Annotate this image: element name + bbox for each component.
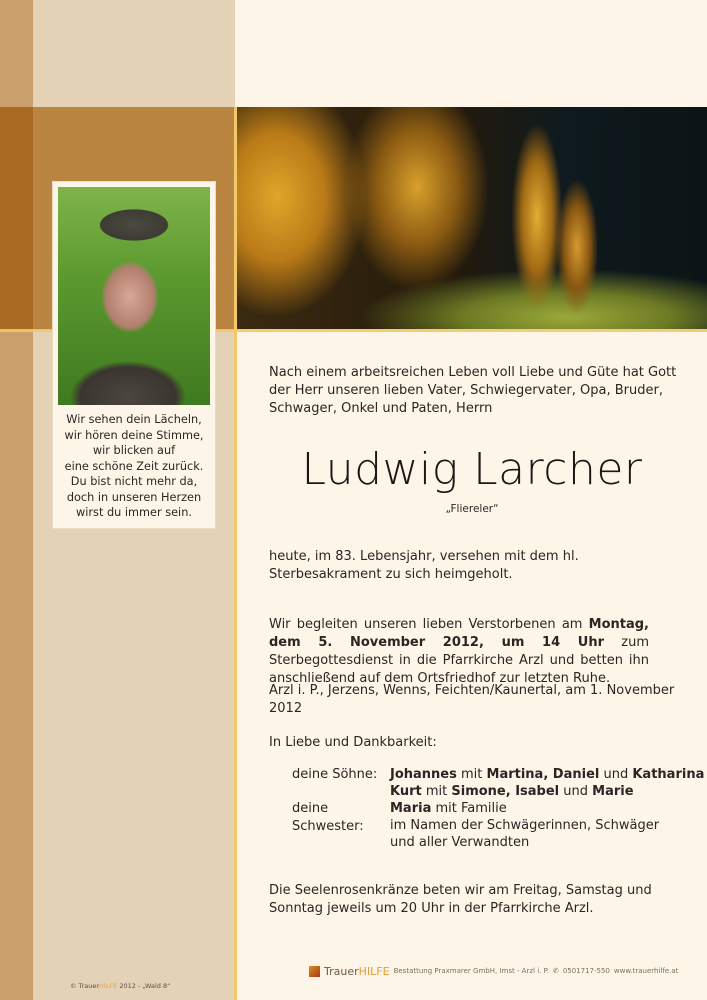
sister-label: deine Schwester:: [292, 801, 364, 834]
deceased-name: Ludwig Larcher: [301, 444, 643, 495]
connector: und: [559, 784, 593, 799]
connector: mit: [456, 767, 487, 782]
others-line-2: und aller Verwandten: [390, 835, 530, 850]
brand-name-part2: HILFE: [358, 964, 390, 978]
verse-line: Du bist nicht mehr da,: [70, 475, 198, 488]
connector: mit Familie: [431, 801, 507, 816]
left-column-top: [33, 0, 235, 107]
copyright-prefix: © Trauer: [70, 982, 100, 990]
phone-icon: ✆: [552, 967, 559, 975]
phone-number: 0501717-550: [562, 967, 610, 975]
verse-line: Wir sehen dein Lächeln,: [66, 413, 202, 426]
brand-name-part1: Trauer: [324, 964, 359, 978]
verse-line: wirst du immer sein.: [76, 506, 192, 519]
family-names: Martina, Daniel: [486, 767, 600, 782]
rosary-text: Die Seelenrosenkränze beten wir am Freitag, Samstag und Sonntag jeweils um 20 Uhr in der Pfarrkirche Arzl.: [269, 883, 652, 916]
family-names: Marie: [592, 784, 634, 799]
sons-label: deine Söhne:: [292, 767, 378, 782]
gratitude-line: In Liebe und Dankbarkeit:: [269, 735, 437, 750]
deceased-nickname: „Fliereler“: [445, 503, 499, 515]
copyright: [70, 982, 170, 990]
verse-line: doch in unseren Herzen: [66, 490, 202, 504]
intro-text: Nach einem arbeitsreichen Leben voll Liebe und Güte hat Gott der Herr unseren lieben Vater, Schwiegervater, Opa, Bruder, Schwager, Onkel und Paten, Herrn: [269, 365, 677, 416]
son-family-2: [390, 783, 700, 801]
left-strip-middle: [0, 107, 33, 330]
footer: [309, 963, 678, 979]
header-blank-area: [237, 0, 707, 107]
verse-line: wir blicken auf: [92, 444, 176, 457]
verse-line: eine schöne Zeit zurück.: [64, 459, 204, 473]
connector: mit: [421, 784, 452, 799]
landscape-photo: [237, 107, 707, 329]
left-strip-bottom: [0, 330, 33, 1000]
gold-vertical-divider: [234, 107, 237, 1000]
verse-line: wir hören deine Stimme,: [64, 428, 204, 442]
family-names: Katharina: [632, 767, 705, 782]
company-info: Bestattung Praxmarer GmbH, Imst - Arzl i. P.: [393, 967, 549, 975]
copyright-suffix: 2012 - „Wald 8“: [117, 982, 171, 990]
funeral-text: [269, 616, 649, 688]
son-name: Johannes: [390, 767, 457, 782]
connector: und: [599, 767, 633, 782]
funeral-date-time: Montag, dem 5. November 2012, um 14 Uhr: [269, 617, 649, 650]
website-link[interactable]: www.trauerhilfe.at: [613, 967, 679, 975]
place-date: Arzl i. P., Jerzens, Wenns, Feichten/Kaunertal, am 1. November 2012: [269, 683, 675, 716]
copyright-brand: HILFE: [99, 982, 118, 990]
son-name: Kurt: [390, 784, 422, 799]
portrait-photo: [58, 187, 210, 405]
sister-line: [390, 800, 700, 818]
others-line-1: im Namen der Schwägerinnen, Schwäger: [390, 818, 660, 833]
funeral-text-pre: Wir begleiten unseren lieben Verstorbenen am: [269, 617, 589, 632]
left-strip-top: [0, 0, 33, 107]
passing-text: heute, im 83. Lebensjahr, versehen mit dem hl. Sterbesakrament zu sich heimgeholt.: [269, 549, 579, 582]
sister-name: Maria: [390, 801, 432, 816]
son-family-1: [390, 766, 705, 784]
funeral-text-post: zum Sterbegottesdienst in die Pfarrkirche Arzl und betten ihn anschließend auf dem Ortsfriedhof zur letzten Ruhe.: [269, 635, 649, 686]
family-names: Simone, Isabel: [451, 784, 560, 799]
trauerhilfe-logo-icon: [309, 966, 320, 977]
memorial-verse: [53, 412, 215, 521]
